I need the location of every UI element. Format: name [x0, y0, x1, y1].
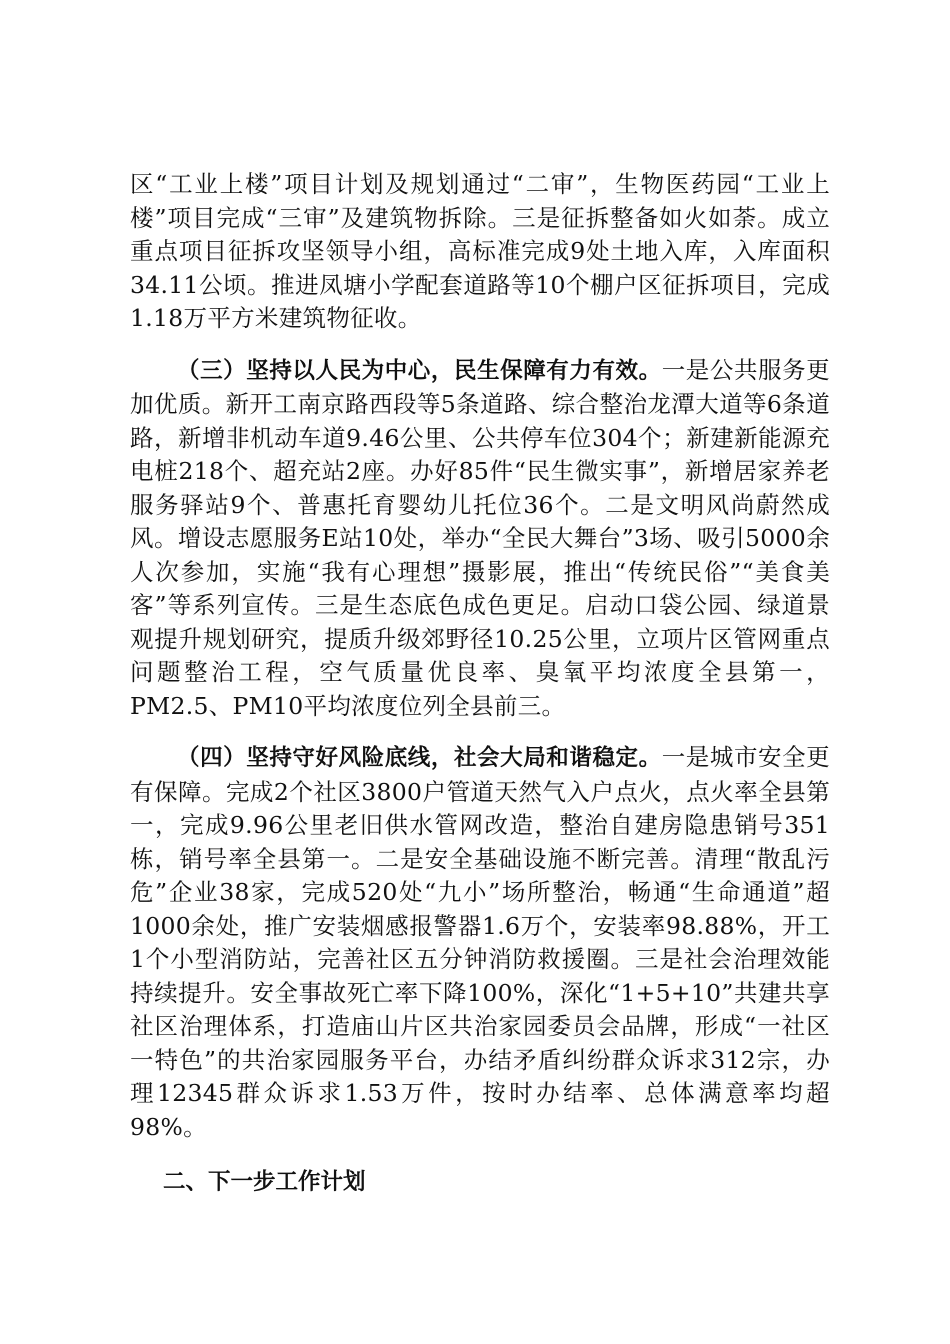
- paragraph-text: 一是公共服务更加优质。新开工南京路西段等5条道路、综合整治龙潭大道等6条道路，新增非机动车道9.46公里、公共停车位304个；新建新能源充电桩218个、超充站2座。办好85件“民生微实事”，新增居家养老服务驿站9个、普惠托育婴幼儿托位36个。二是文明风尚蔚然成风。增设志愿服务E站10处，举办“全民大舞台”3场、吸引5000余人次参加，实施“我有心理想”摄影展，推出“传统民俗”“美食美客”等系列宣传。三是生态底色成色更足。启动口袋公园、绿道景观提升规划研究，提质升级郊野径10.25公里，立项片区管网重点问题整治工程，空气质量优良率、臭氧平均浓度全县第一，PM2.5、PM10平均浓度位列全县前三。: [130, 355, 830, 720]
- paragraph-text: 一是城市安全更有保障。完成2个社区3800户管道天然气入户点火，点火率全县第一，完成9.96公里老旧供水管网改造，整治自建房隐患销号351栋，销号率全县第一。二是安全基础设施不断完善。清理“散乱污危”企业38家，完成520处“九小”场所整治，畅通“生命通道”超1000余处，推广安装烟感报警器1.6万个，安装率98.88%，开工1个小型消防站，完善社区五分钟消防救援圈。三是社会治理效能持续提升。安全事故死亡率下降100%，深化“1+5+10”共建共享社区治理体系，打造庙山片区共治家园委员会品牌，形成“一社区一特色”的共治家园服务平台，办结矛盾纠纷群众诉求312宗，办理12345群众诉求1.53万件，按时办结率、总体满意率均超98%。: [130, 743, 830, 1141]
- paragraph-continuation: [130, 168, 830, 336]
- paragraph-lead-heading: （三）坚持以人民为中心，民生保障有力有效。: [177, 357, 662, 384]
- paragraph-livelihood: [130, 354, 830, 724]
- section-heading: 二、下一步工作计划: [163, 1169, 366, 1195]
- paragraph-text: 区“工业上楼”项目计划及规划通过“二审”，生物医药园“工业上楼”项目完成“三审”及建筑物拆除。三是征拆整备如火如荼。成立重点项目征拆攻坚领导小组，高标准完成9处土地入库，入库面积34.11公顷。推进凤塘小学配套道路等10个棚户区征拆项目，完成1.18万平方米建筑物征收。: [130, 170, 830, 332]
- paragraph-risk-control: [130, 741, 830, 1144]
- paragraph-lead-heading: （四）坚持守好风险底线，社会大局和谐稳定。: [177, 745, 662, 771]
- document-body: [130, 168, 830, 1200]
